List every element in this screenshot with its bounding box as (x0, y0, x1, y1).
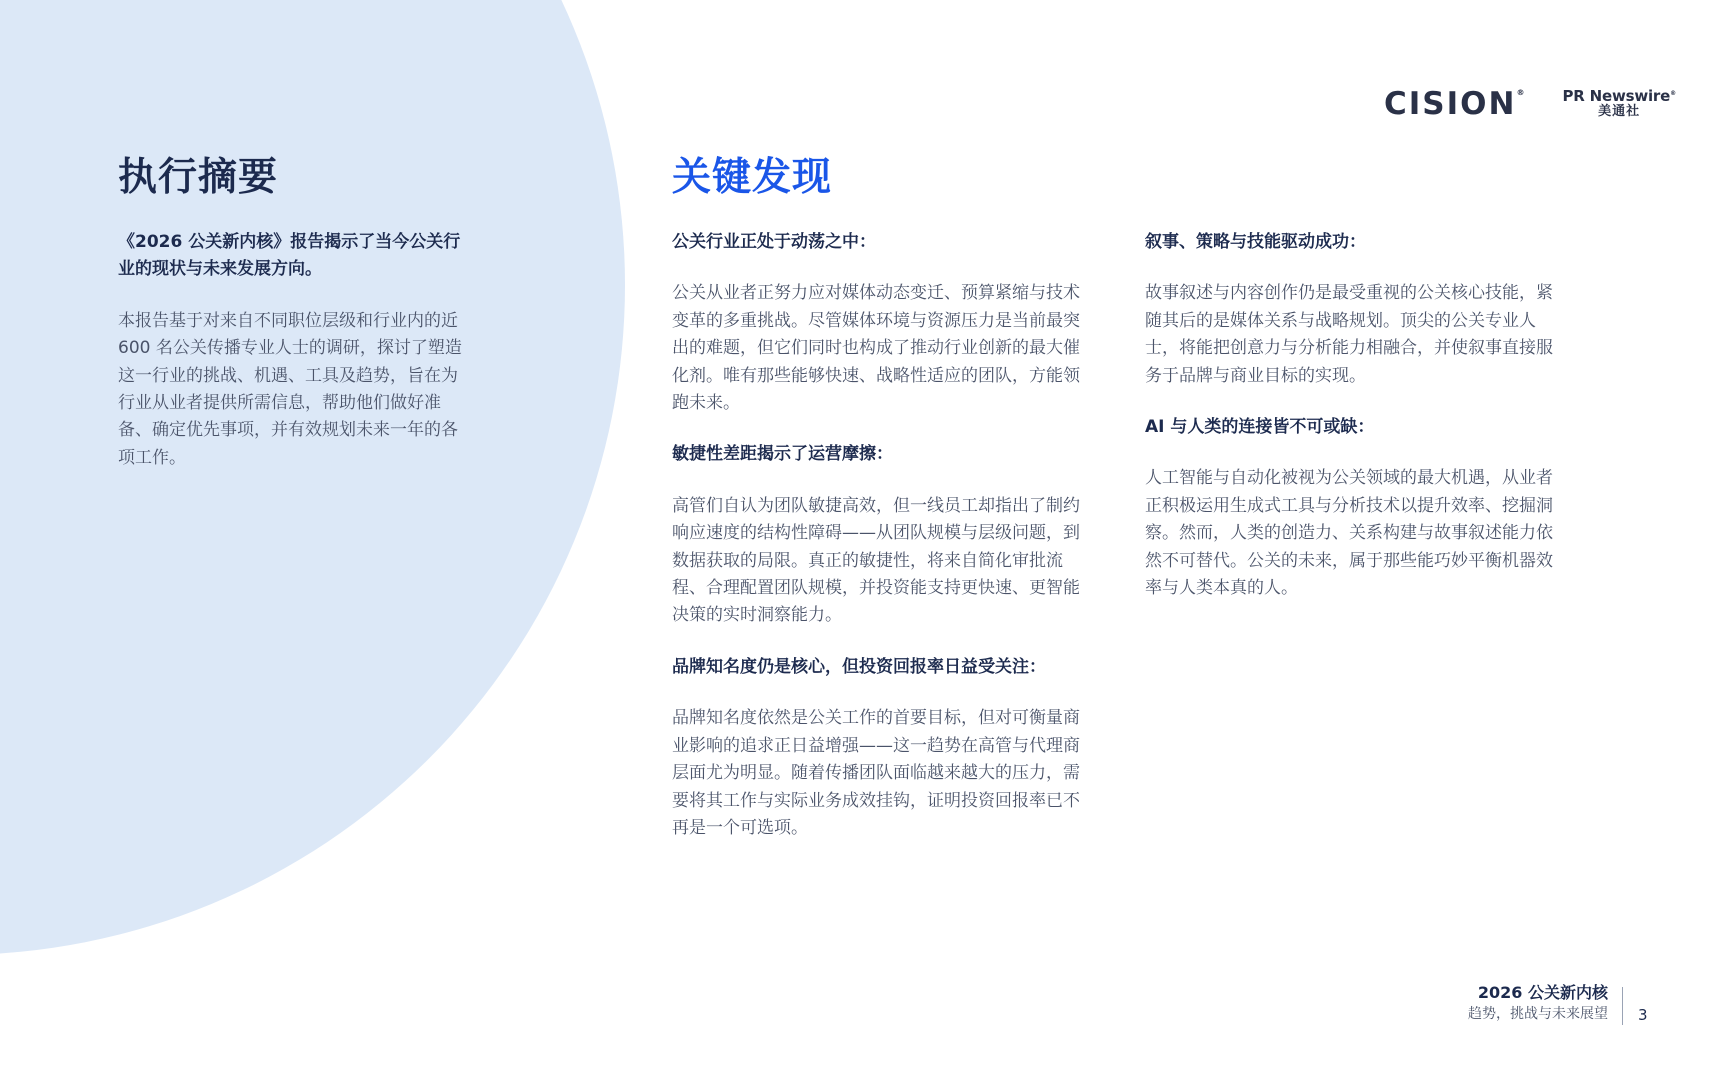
finding-body: 品牌知名度依然是公关工作的首要目标，但对可衡量商业影响的追求正日益增强——这一趋势在高管与代理商层面尤为明显。随着传播团队面临越来越大的压力，需要将其工作与实际业务成效挂钩，证明投资回报率已不再是一个可选项。 (672, 708, 1080, 838)
finding-body: 公关从业者正努力应对媒体动态变迁、预算紧缩与技术变革的多重挑战。尽管媒体环境与资源压力是当前最突出的难题，但它们同时也构成了推动行业创新的最大催化剂。唯有那些能够快速、战略性适应的团队，方能领跑未来。 (672, 283, 1080, 414)
prnewswire-trademark: ® (1670, 90, 1676, 98)
findings-column-1 (672, 229, 1092, 866)
cision-logo (1384, 86, 1524, 122)
prnewswire-logo-text: PR Newswire (1562, 87, 1671, 106)
page-footer (1468, 982, 1608, 1024)
finding-heading: 公关行业正处于动荡之中： (672, 232, 876, 252)
executive-summary-column (118, 229, 468, 496)
findings-column-2 (1145, 229, 1565, 626)
cision-logo-text: CISION (1384, 86, 1517, 122)
footer-divider (1622, 987, 1623, 1025)
footer-report-subtitle: 趋势，挑战与未来展望 (1468, 1006, 1608, 1022)
executive-summary-title: 执行摘要 (118, 155, 279, 200)
finding-body: 高管们自认为团队敏捷高效，但一线员工却指出了制约响应速度的结构性障碍——从团队规模与层级问题，到数据获取的局限。真正的敏捷性，将来自简化审批流程、合理配置团队规模，并投资能支持更快速、更智能决策的实时洞察能力。 (672, 495, 1080, 626)
footer-report-title: 2026 公关新内核 (1477, 983, 1608, 1002)
finding-heading: 叙事、策略与技能驱动成功： (1145, 232, 1366, 252)
finding-heading: AI 与人类的连接皆不可或缺： (1145, 417, 1375, 438)
prnewswire-logo-chinese: 美通社 (1598, 104, 1641, 120)
finding-heading: 敏捷性差距揭示了运营摩擦： (672, 444, 893, 465)
page-number: 3 (1638, 1006, 1648, 1024)
finding-body: 人工智能与自动化被视为公关领域的最大机遇，从业者正积极运用生成式工具与分析技术以提升效率、挖掘洞察。然而，人类的创造力、关系构建与故事叙述能力依然不可替代。公关的未来，属于那些能巧妙平衡机器效率与人类本真的人。 (1145, 468, 1553, 599)
summary-lead: 《2026 公关新内核》报告揭示了当今公关行业的现状与未来发展方向。 (118, 232, 461, 280)
key-findings-title: 关键发现 (672, 155, 833, 200)
finding-heading: 品牌知名度仍是核心，但投资回报率日益受关注： (672, 656, 1046, 677)
cision-trademark: ® (1516, 88, 1525, 97)
finding-body: 故事叙述与内容创作仍是最受重视的公关核心技能，紧随其后的是媒体关系与战略规划。顶尖的公关专业人士，将能把创意力与分析能力相融合，并使叙事直接服务于品牌与商业目标的实现。 (1145, 283, 1553, 386)
brand-logos (1384, 86, 1676, 122)
summary-body: 本报告基于对来自不同职位层级和行业内的近 600 名公关传播专业人士的调研，探讨了塑造这一行业的挑战、机遇、工具及趋势，旨在为行业从业者提供所需信息，帮助他们做好准备、确定优先事项，并有效规划未来一年的各项工作。 (118, 310, 462, 468)
prnewswire-logo (1562, 89, 1675, 118)
